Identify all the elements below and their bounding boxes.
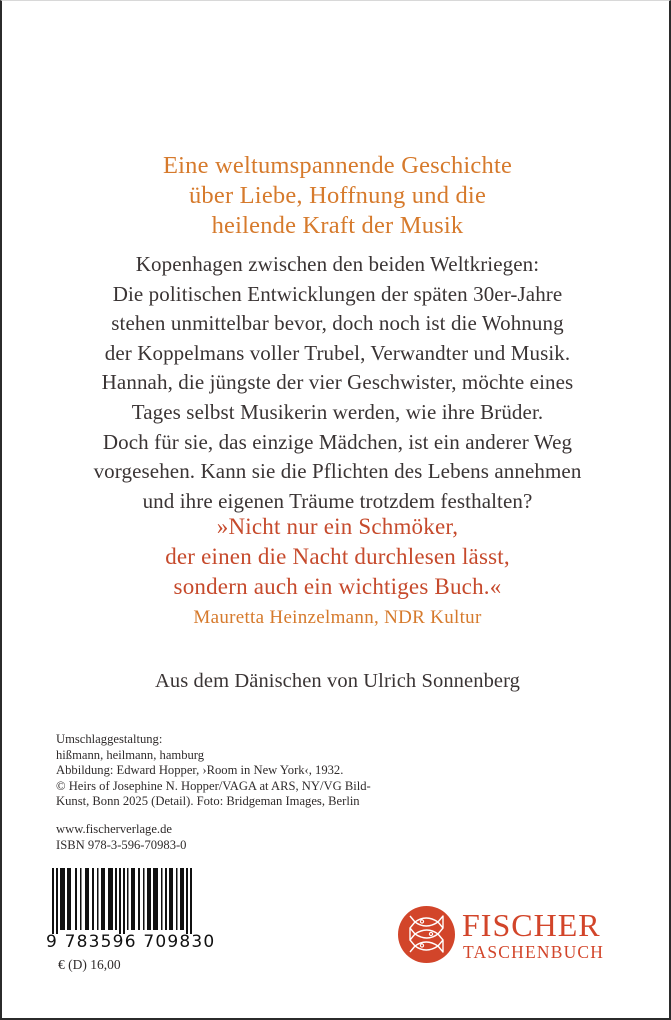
blurb-line: und ihre eigenen Träume trotzdem festhalten? — [142, 488, 533, 513]
review-quote — [2, 512, 671, 602]
quote-line: der einen die Nacht durchlesen lässt, — [165, 544, 510, 569]
quote-line: sondern auch ein wichtiges Buch.« — [173, 574, 502, 599]
credit-line: Kunst, Bonn 2025 (Detail). Foto: Bridgeman Images, Berlin — [56, 794, 360, 809]
translator-credit: Aus dem Dänischen von Ulrich Sonnenberg — [154, 670, 521, 692]
blurb-line: Tages selbst Musikerin werden, wie ihre Brüder. — [131, 399, 544, 424]
barcode-number: 9 783596 709830 — [46, 932, 216, 952]
tagline-line: über Liebe, Hoffnung und die — [188, 182, 487, 209]
website-link[interactable]: www.fischerverlage.de — [56, 822, 172, 836]
tagline-heading — [2, 151, 671, 241]
credit-line: © Heirs of Josephine N. Hopper/VAGA at ARS, NY/VG Bild- — [56, 778, 371, 793]
publisher-info — [56, 821, 186, 853]
credit-line: Abbildung: Edward Hopper, ›Room in New York‹, 1932. — [56, 763, 344, 778]
blurb-line: vorgesehen. Kann sie die Pflichten des Lebens annehmen — [93, 459, 582, 484]
price: € (D) 16,00 — [58, 957, 121, 972]
blurb-line: Die politischen Entwicklungen der späten 30er-Jahre — [112, 281, 563, 306]
blurb-line: Hannah, die jüngste der vier Geschwister, möchte eines — [101, 370, 574, 395]
blurb-line: Kopenhagen zwischen den beiden Weltkriegen: — [135, 252, 540, 276]
tagline-line: heilende Kraft der Musik — [211, 212, 464, 239]
credit-line: Umschlaggestaltung: — [56, 732, 163, 746]
blurb-paragraph — [2, 250, 671, 516]
blurb-line: Doch für sie, das einzige Mädchen, ist ein anderer Weg — [102, 429, 573, 454]
cover-credits — [56, 732, 371, 810]
fish-logo-icon — [398, 906, 455, 963]
review-attribution: Mauretta Heinzelmann, NDR Kultur — [193, 607, 482, 628]
tagline-line: Eine weltumspannende Geschichte — [162, 152, 513, 179]
quote-line: »Nicht nur ein Schmöker, — [216, 514, 459, 539]
logo-wordmark: FISCHER — [462, 907, 601, 943]
isbn: ISBN 978-3-596-70983-0 — [56, 838, 187, 852]
blurb-line: stehen unmittelbar bevor, doch noch ist die Wohnung — [111, 311, 564, 336]
publisher-logo — [398, 906, 628, 966]
credit-line: hißmann, heilmann, hamburg — [56, 747, 205, 762]
logo-imprint: TASCHENBUCH — [463, 942, 605, 962]
blurb-line: der Koppelmans voller Trubel, Verwandter und Musik. — [104, 340, 571, 365]
